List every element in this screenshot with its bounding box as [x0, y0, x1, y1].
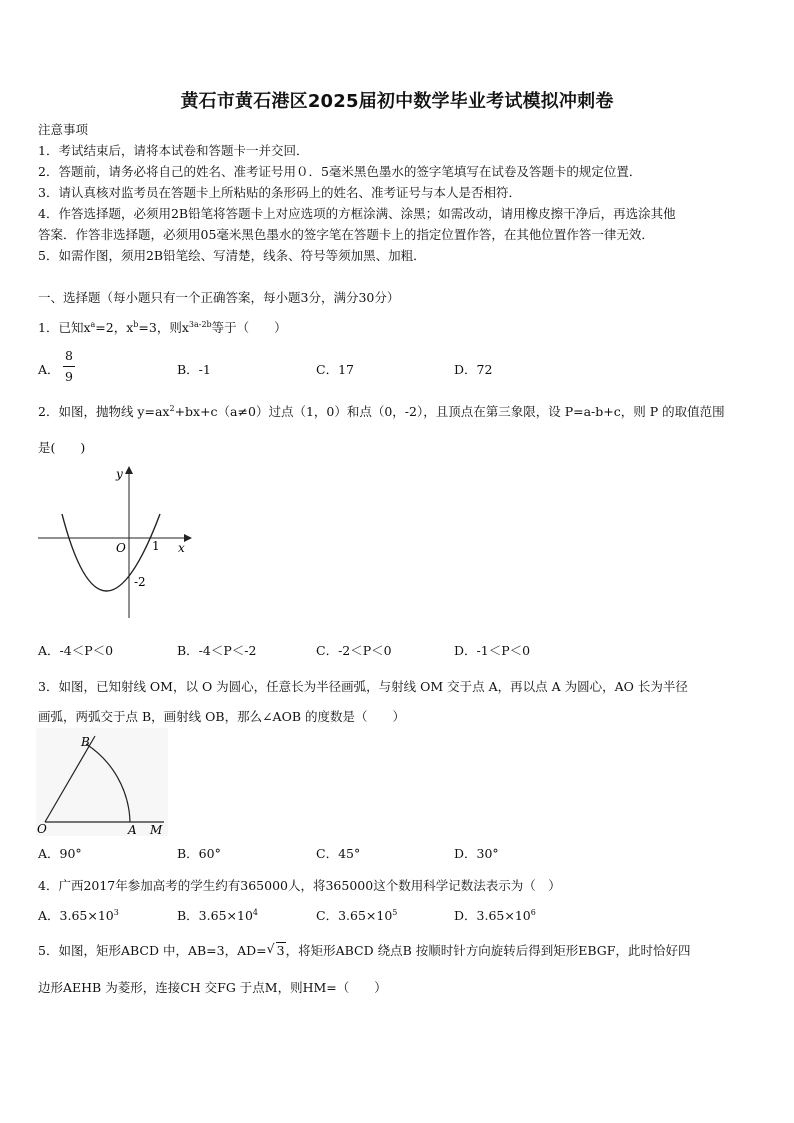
q4-option-d [454, 906, 536, 924]
origin-label: O [116, 541, 126, 555]
q1-text: 等于（ ） [211, 320, 287, 335]
angle-figure [36, 728, 168, 836]
question-2-stem [38, 402, 725, 420]
notice-item-5: 5．如需作图，须用2B铅笔绘、写清楚，线条、符号等须加黑、加粗． [38, 248, 426, 263]
q4-option-b [177, 906, 258, 924]
y-axis-arrow [125, 466, 133, 474]
q2-exponent: 2 [169, 404, 175, 413]
q1-exponent: 3a-2b [188, 320, 212, 329]
y-axis-label: y [116, 467, 123, 481]
q2-option-c: C．-2＜P＜0 [316, 643, 392, 658]
q2-text: 2．如图，抛物线 y=ax [38, 404, 170, 419]
q1-option-a-label: A． [38, 362, 60, 377]
parabola-figure [36, 460, 196, 622]
q3-option-a: A．90° [38, 846, 82, 861]
q4-option-d-base: D．3.65×10 [454, 908, 531, 923]
notice-item-4-cont: 答案．作答非选择题，必须用05毫米黑色墨水的签字笔在答题卡上的指定位置作答，在其他位置作答一律无效． [38, 227, 654, 242]
x-axis-label: x [178, 541, 185, 555]
q4-option-d-exponent: 6 [530, 908, 536, 917]
q1-text: =2，x [95, 320, 134, 335]
question-4-stem: 4．广西2017年参加高考的学生约有365000人，将365000这个数用科学记数法表示为（ ） [38, 878, 561, 893]
q4-option-b-base: B．3.65×10 [177, 908, 253, 923]
page-title: 黄石市黄石港区2025届初中数学毕业考试模拟冲刺卷 [180, 91, 614, 112]
q1-text: 1．已知x [38, 320, 91, 335]
q5-text: 5．如图，矩形ABCD 中，AB=3，AD= [38, 943, 267, 958]
q1-option-b: B．-1 [177, 362, 211, 377]
q2-option-b: B．-4＜P＜-2 [177, 643, 257, 658]
sqrt-symbol: √ 3 [266, 941, 285, 958]
q4-option-c-base: C．3.65×10 [316, 908, 393, 923]
notice-heading: 注意事项 [38, 122, 89, 137]
q2-text: +bx+c（a≠0）过点（1，0）和点（0，-2），且顶点在第三象限，设 P=a-b+c，则 P 的取值范围 [174, 404, 725, 419]
x-axis-arrow [184, 534, 192, 542]
notice-item-4: 4．作答选择题，必须用2B铅笔将答题卡上对应选项的方框涂满、涂黑；如需改动，请用橡皮擦干净后，再选涂其他 [38, 206, 676, 221]
q4-option-c [316, 906, 397, 924]
q1-option-a-denominator: 9 [65, 369, 73, 384]
fraction-bar [63, 366, 75, 367]
q1-exponent: b [133, 320, 139, 329]
question-2-stem-cont: 是( ) [38, 440, 86, 455]
question-5-stem [38, 941, 690, 959]
point-neg2-label: -2 [134, 575, 146, 589]
q3-option-c: C．45° [316, 846, 361, 861]
question-3-stem: 3．如图，已知射线 OM，以 O 为圆心，任意长为半径画弧，与射线 OM 交于点 A，再以点 A 为圆心，AO 长为半径 [38, 679, 688, 694]
notice-item-3: 3．请认真核对监考员在答题卡上所粘贴的条形码上的姓名、准考证号与本人是否相符． [38, 185, 521, 200]
q2-option-d: D．-1＜P＜0 [454, 643, 531, 658]
q4-option-b-exponent: 4 [252, 908, 258, 917]
question-1-stem [38, 318, 287, 336]
question-3-stem-cont: 画弧，两弧交于点 B，画射线 OB，那么∠AOB 的度数是（ ） [38, 709, 405, 724]
q1-text: =3，则x [138, 320, 189, 335]
q1-option-d: D．72 [454, 362, 493, 377]
q4-option-a-base: A．3.65×10 [38, 908, 114, 923]
q3-option-b: B．60° [177, 846, 221, 861]
section-heading: 一、选择题（每小题只有一个正确答案，每小题3分，满分30分） [38, 290, 400, 305]
q4-option-a [38, 906, 119, 924]
q5-text: ，将矩形ABCD 绕点B 按顺时针方向旋转后得到矩形EBGF，此时恰好四 [285, 943, 691, 958]
q4-option-c-exponent: 5 [392, 908, 398, 917]
q2-option-a: A．-4＜P＜0 [38, 643, 114, 658]
point-o-label: O [37, 822, 47, 836]
point-1-label: 1 [152, 539, 160, 553]
q4-option-a-exponent: 3 [113, 908, 119, 917]
figure-background [36, 728, 168, 836]
q1-exponent: a [90, 320, 96, 329]
q1-option-a-numerator: 8 [65, 348, 73, 363]
question-5-stem-cont: 边形AEHB 为菱形，连接CH 交FG 于点M，则HM=（ ） [38, 980, 387, 995]
notice-item-1: 1．考试结束后，请将本试卷和答题卡一并交回． [38, 143, 309, 158]
notice-item-2: 2．答题前，请务必将自己的姓名、准考证号用０．5毫米黑色墨水的签字笔填写在试卷及答题卡的规定位置． [38, 164, 642, 179]
point-a-label: A [128, 823, 137, 836]
sqrt-radicand: 3 [276, 943, 285, 958]
q3-option-d: D．30° [454, 846, 499, 861]
q1-option-c: C．17 [316, 362, 354, 377]
point-m-label: M [150, 823, 163, 836]
point-b-label: B [81, 735, 90, 749]
